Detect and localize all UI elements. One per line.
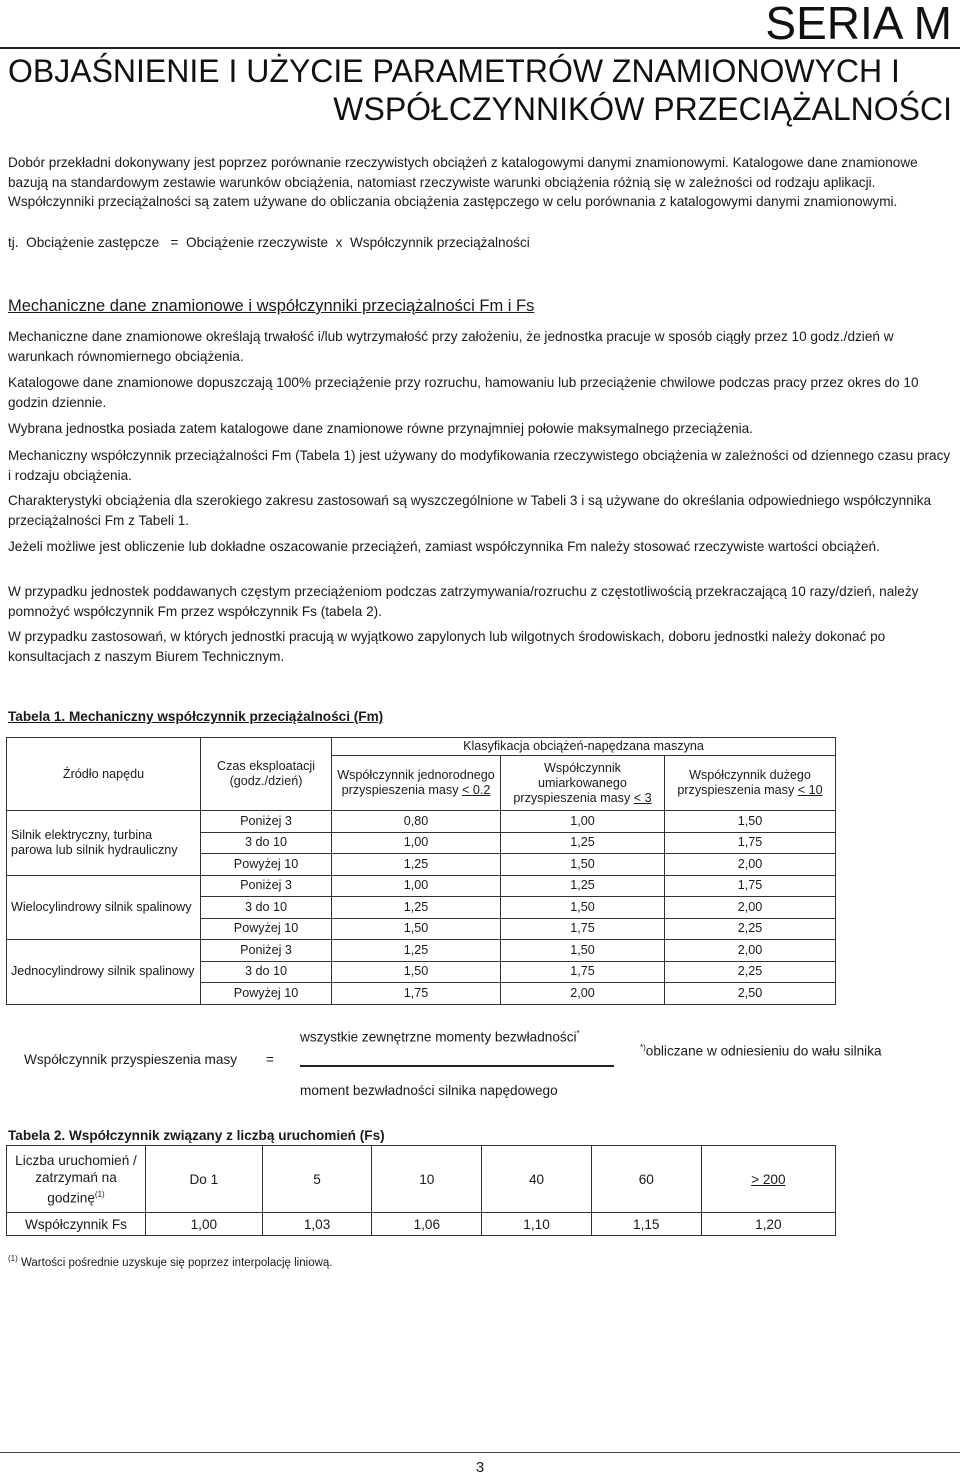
source-multicylinder: Wielocylindrowy silnik spalinowy — [7, 875, 201, 940]
col-uniform-label: Współczynnik jednorodnego przyspieszenia masy — [337, 768, 495, 797]
page-title-line2: WSPÓŁCZYNNIKÓW PRZECIĄŻALNOŚCI — [333, 91, 952, 127]
col-source-header: Źródło napędu — [7, 738, 201, 811]
col-moderate-header — [501, 756, 665, 811]
equivalent-load-formula — [8, 233, 530, 253]
fs-value-cell: 1,15 — [591, 1213, 701, 1236]
mass-formula-note — [640, 1043, 882, 1059]
starts-label-cell — [7, 1146, 146, 1213]
starts-value-cell: 60 — [591, 1146, 701, 1213]
table-row — [7, 811, 836, 833]
value-cell: 1,75 — [501, 918, 665, 940]
note-text: obliczane w odniesieniu do wału silnika — [645, 1043, 882, 1059]
intro-paragraph: Dobór przekładni dokonywany jest poprzez porównanie rzeczywistych obciążeń z katalogowymi danymi znamionowymi. Katalogowe dane znamionowe bazują na standardowym zestawie warunków obciążenia, natomiast rzeczywiste warunki obciążenia różnią się w zależności od rodzaju aplikacji. Współczynniki przeciążalności są zatem używane do obliczania obciążenia zastępczego w celu porównania z katalogowymi danymi znamionowymi. — [8, 155, 918, 210]
starts-value-cell: Do 1 — [146, 1146, 263, 1213]
table2-caption: Tabela 2. Współczynnik związany z liczbą uruchomień (Fs) — [8, 1128, 385, 1143]
page-title-line1: OBJAŚNIENIE I UŻYCIE PARAMETRÓW ZNAMIONOWYCH I — [8, 53, 900, 89]
numerator-mark: * — [576, 1029, 580, 1038]
source-single-cylinder: Jednocylindrowy silnik spalinowy — [7, 940, 201, 1005]
formula-times: x — [335, 235, 343, 250]
formula-lhs: Obciążenie zastępcze — [26, 235, 160, 250]
footnote — [8, 1254, 332, 1269]
col-time-header: Czas eksploatacji (godz./dzień) — [201, 738, 332, 811]
mass-formula-equals: = — [266, 1052, 274, 1067]
col-uniform-cond: < 0.2 — [462, 783, 491, 797]
section-paragraph-7: W przypadku jednostek poddawanych częstym przeciążeniom podczas zatrzymywania/rozruchu z częstotliwością przekraczającą 10 razy/dzień, należy pomnożyć współczynnik Fm przez współczynnik Fs (tabela 2). — [8, 584, 919, 619]
value-cell: 2,00 — [665, 940, 836, 962]
table-row — [7, 940, 836, 962]
mass-formula-lhs: Współczynnik przyspieszenia masy — [24, 1052, 238, 1067]
numerator-text: wszystkie zewnętrzne momenty bezwładności — [300, 1029, 577, 1045]
section-paragraph-4: Mechaniczny współczynnik przeciążalności Fm (Tabela 1) jest używany do modyfikowania rzeczywistego obciążenia w zależności od dziennego czasu pracy i rodzaju obciążenia. — [8, 448, 951, 483]
value-cell: 0,80 — [332, 811, 501, 833]
section-paragraph-6: Jeżeli możliwe jest obliczenie lub dokładne oszacowanie przeciążeń, zamiast współczynnika Fm należy stosować rzeczywiste wartości obciążeń. — [8, 539, 880, 554]
value-cell: 2,00 — [665, 854, 836, 876]
value-cell: 1,25 — [332, 854, 501, 876]
time-cell: Powyżej 10 — [201, 918, 332, 940]
value-cell: 2,00 — [501, 983, 665, 1005]
col-uniform-header — [332, 756, 501, 811]
starts-label: Liczba uruchomień / zatrzymań na godzinę — [15, 1152, 137, 1206]
mass-formula-denominator: moment bezwładności silnika napędowego — [300, 1083, 558, 1098]
value-cell: 1,75 — [332, 983, 501, 1005]
time-cell: Powyżej 10 — [201, 854, 332, 876]
time-cell: 3 do 10 — [201, 961, 332, 983]
section-heading: Mechaniczne dane znamionowe i współczynniki przeciążalności Fm i Fs — [8, 297, 535, 315]
value-cell: 1,50 — [501, 897, 665, 919]
table-row — [7, 1146, 836, 1213]
col-heavy-header — [665, 756, 836, 811]
fs-value-cell: 1,03 — [262, 1213, 372, 1236]
section-paragraph-8: W przypadku zastosowań, w których jednostki pracują w wyjątkowo zapylonych lub wilgotnych środowiskach, doboru jednostki należy dokonać po konsultacjach z naszym Biurem Technicznym. — [8, 629, 886, 664]
value-cell: 1,25 — [332, 940, 501, 962]
formula-rhs-factor: Współczynnik przeciążalności — [349, 235, 530, 250]
value-cell: 1,00 — [332, 875, 501, 897]
starts-value-cell: > 200 — [701, 1146, 835, 1213]
time-cell: Poniżej 3 — [201, 940, 332, 962]
value-cell: 1,50 — [665, 811, 836, 833]
starts-value-cell: 40 — [482, 1146, 592, 1213]
value-cell: 1,25 — [501, 875, 665, 897]
value-cell: 1,50 — [332, 918, 501, 940]
fs-value-cell: 1,10 — [482, 1213, 592, 1236]
footnote-mark: (1) — [8, 1254, 18, 1263]
value-cell: 1,25 — [501, 832, 665, 854]
source-electric: Silnik elektryczny, turbina parowa lub silnik hydrauliczny — [7, 811, 201, 876]
footnote-text: Wartości pośrednie uzyskuje się poprzez interpolację liniową. — [20, 1256, 333, 1269]
header-divider — [0, 47, 960, 49]
value-cell: 2,00 — [665, 897, 836, 919]
value-cell: 1,50 — [332, 961, 501, 983]
value-cell: 1,50 — [501, 854, 665, 876]
time-cell: Powyżej 10 — [201, 983, 332, 1005]
fs-value-cell: 1,00 — [146, 1213, 263, 1236]
col-moderate-cond: < 3 — [633, 790, 652, 805]
fs-value-cell: 1,06 — [372, 1213, 482, 1236]
value-cell: 1,50 — [501, 940, 665, 962]
page-number: 3 — [475, 1459, 485, 1476]
mass-formula-numerator — [300, 1029, 580, 1045]
table-row — [7, 1213, 836, 1236]
overload-factor-table — [6, 737, 836, 1005]
value-cell: 1,25 — [332, 897, 501, 919]
series-label: SERIA M — [765, 0, 952, 49]
value-cell: 2,25 — [665, 961, 836, 983]
fs-label-cell: Współczynnik Fs — [7, 1213, 146, 1236]
col-moderate-label: Współczynnik umiarkowanego przyspieszenia masy — [513, 760, 631, 805]
col-group-header: Klasyfikacja obciążeń-napędzana maszyna — [332, 738, 836, 756]
formula-prefix: tj. — [8, 235, 19, 250]
starts-value-cell: 5 — [262, 1146, 372, 1213]
value-cell: 1,75 — [501, 961, 665, 983]
value-cell: 2,50 — [665, 983, 836, 1005]
col-heavy-cond: < 10 — [797, 783, 823, 797]
table-row — [7, 875, 836, 897]
section-paragraph-2: Katalogowe dane znamionowe dopuszczają 100% przeciążenie przy rozruchu, hamowaniu lub przeciążenie chwilowe podczas pracy przez okres do 10 godzin dziennie. — [8, 375, 919, 410]
formula-equals: = — [170, 235, 179, 250]
section-paragraph-5: Charakterystyki obciążenia dla szerokiego zakresu zastosowań są wyszczególnione w Tabeli 3 i są używane do określania odpowiedniego współczynnika przeciążalności Fm z Tabeli 1. — [8, 493, 932, 528]
time-cell: 3 do 10 — [201, 832, 332, 854]
fraction-line — [300, 1065, 614, 1067]
note-mark: *) — [640, 1043, 646, 1052]
value-cell: 1,00 — [501, 811, 665, 833]
value-cell: 1,75 — [665, 875, 836, 897]
value-cell: 2,25 — [665, 918, 836, 940]
starts-label-mark: (1) — [94, 1189, 105, 1199]
value-cell: 1,75 — [665, 832, 836, 854]
footer-divider — [0, 1452, 960, 1453]
section-paragraph-1: Mechaniczne dane znamionowe określają trwałość i/lub wytrzymałość przy założeniu, że jednostka pracuje w sposób ciągły przez 10 godz./dzień w warunkach równomiernego obciążenia. — [8, 329, 894, 364]
time-cell: Poniżej 3 — [201, 875, 332, 897]
time-cell: Poniżej 3 — [201, 811, 332, 833]
col-heavy-label: Współczynnik dużego przyspieszenia masy — [677, 768, 811, 797]
value-cell: 1,00 — [332, 832, 501, 854]
section-paragraph-3: Wybrana jednostka posiada zatem katalogowe dane znamionowe równe przynajmniej połowie maksymalnego przeciążenia. — [8, 421, 753, 436]
formula-rhs-load: Obciążenie rzeczywiste — [186, 235, 329, 250]
starts-value-cell: 10 — [372, 1146, 482, 1213]
time-cell: 3 do 10 — [201, 897, 332, 919]
table1-caption: Tabela 1. Mechaniczny współczynnik przeciążalności (Fm) — [8, 709, 384, 724]
fs-value-cell: 1,20 — [701, 1213, 835, 1236]
starts-factor-table — [6, 1145, 836, 1236]
